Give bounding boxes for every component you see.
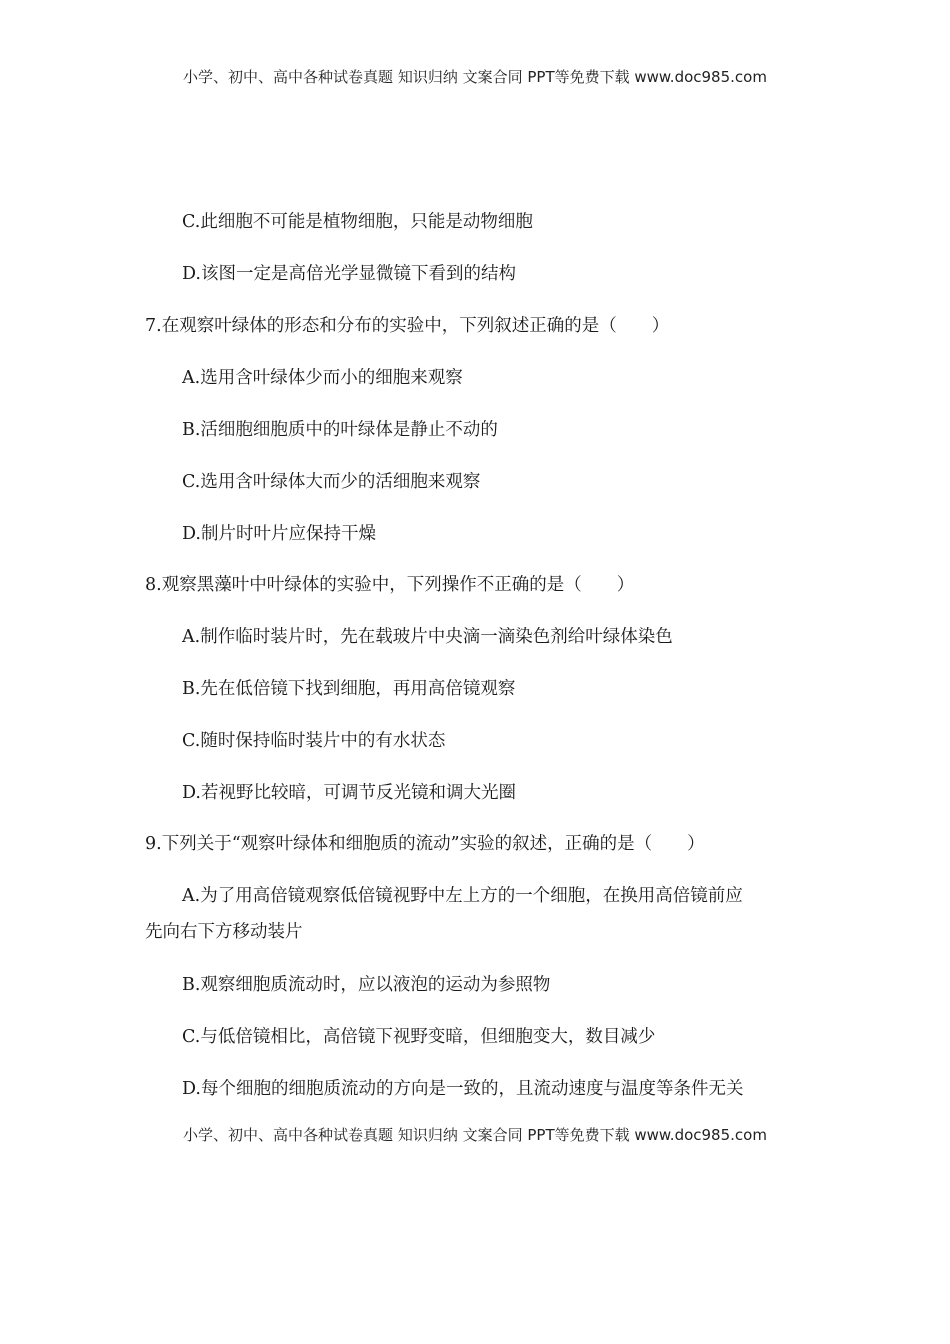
q7-option-a: A.选用含叶绿体少而小的细胞来观察	[182, 368, 463, 388]
q9-option-d: D.每个细胞的细胞质流动的方向是一致的，且流动速度与温度等条件无关	[182, 1079, 744, 1099]
q7-option-b: B.活细胞细胞质中的叶绿体是静止不动的	[182, 420, 498, 440]
q8-option-b: B.先在低倍镜下找到细胞，再用高倍镜观察	[182, 679, 516, 699]
q8-option-c: C.随时保持临时装片中的有水状态	[182, 731, 446, 751]
q7-option-d: D.制片时叶片应保持干燥	[182, 524, 376, 544]
page-header: 小学、初中、高中各种试卷真题 知识归纳 文案合同 PPT等免费下载 www.doc985.com	[183, 68, 767, 86]
q8-option-a: A.制作临时装片时，先在载玻片中央滴一滴染色剂给叶绿体染色	[182, 627, 673, 647]
page-footer: 小学、初中、高中各种试卷真题 知识归纳 文案合同 PPT等免费下载 www.doc985.com	[183, 1126, 767, 1144]
q9-option-c: C.与低倍镜相比，高倍镜下视野变暗，但细胞变大，数目减少	[182, 1027, 656, 1047]
q6-option-c: C.此细胞不可能是植物细胞，只能是动物细胞	[182, 212, 533, 232]
q9-option-b: B.观察细胞质流动时，应以液泡的运动为参照物	[182, 975, 551, 995]
q8-option-d: D.若视野比较暗，可调节反光镜和调大光圈	[182, 783, 516, 803]
q9-option-a-line1: A.为了用高倍镜观察低倍镜视野中左上方的一个细胞，在换用高倍镜前应	[182, 886, 743, 906]
question-9: 9.下列关于“观察叶绿体和细胞质的流动”实验的叙述，正确的是（ ）	[145, 834, 705, 854]
question-8: 8.观察黑藻叶中叶绿体的实验中，下列操作不正确的是（ ）	[145, 575, 635, 595]
q9-option-a-line2: 先向右下方移动装片	[145, 922, 303, 942]
q6-option-d: D.该图一定是高倍光学显微镜下看到的结构	[182, 264, 516, 284]
q7-option-c: C.选用含叶绿体大而少的活细胞来观察	[182, 472, 481, 492]
question-7: 7.在观察叶绿体的形态和分布的实验中，下列叙述正确的是（ ）	[145, 316, 670, 336]
